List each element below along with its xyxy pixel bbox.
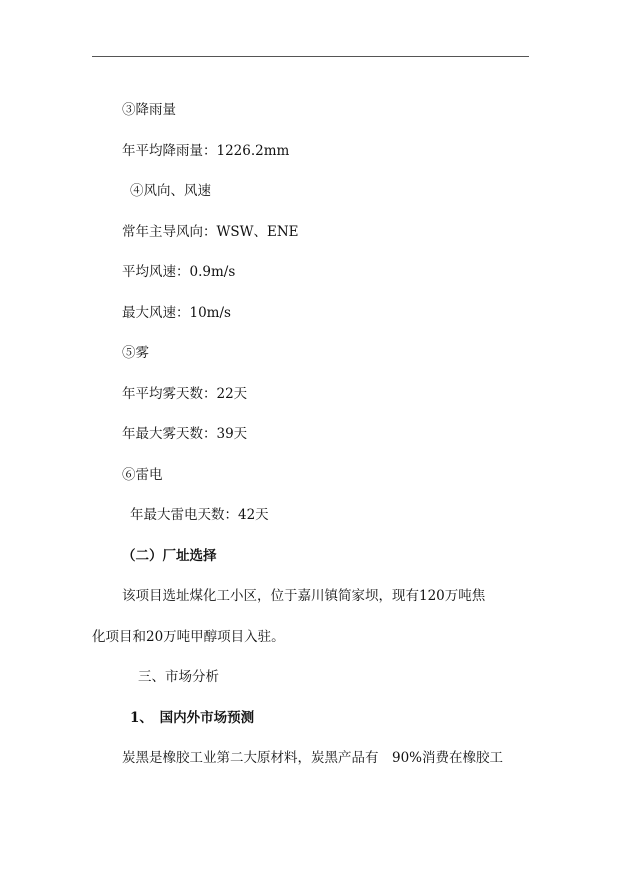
annual-avg-fog-days: 年平均雾天数：22天 [122,386,248,402]
paragraph-carbon-black: 炭黑是橡胶工业第二大原材料，炭黑产品有 90%消费在橡胶工 [122,750,504,766]
subsection-market-forecast: 1、 国内外市场预测 [130,710,255,726]
heading-rainfall: ③降雨量 [122,102,176,118]
heading-fog: ⑤雾 [122,345,149,361]
section-site-selection: （二）厂址选择 [122,548,217,564]
max-wind-speed: 最大风速：10m/s [122,305,231,321]
annual-max-thunder-days: 年最大雷电天数：42天 [130,507,269,523]
section-market-analysis: 三、市场分析 [138,669,219,685]
header-rule [92,56,529,57]
dominant-wind-direction: 常年主导风向：WSW、ENE [122,224,299,240]
average-wind-speed: 平均风速：0.9m/s [122,264,236,280]
paragraph-site-line-2: 化项目和20万吨甲醇项目入驻。 [92,629,285,645]
annual-rainfall: 年平均降雨量：1226.2mm [122,143,290,159]
heading-thunder: ⑥雷电 [122,467,163,483]
heading-wind: ④风向、风速 [130,183,211,199]
annual-max-fog-days: 年最大雾天数：39天 [122,426,248,442]
paragraph-site-line-1: 该项目选址煤化工小区，位于嘉川镇简家坝，现有120万吨焦 [122,588,486,604]
